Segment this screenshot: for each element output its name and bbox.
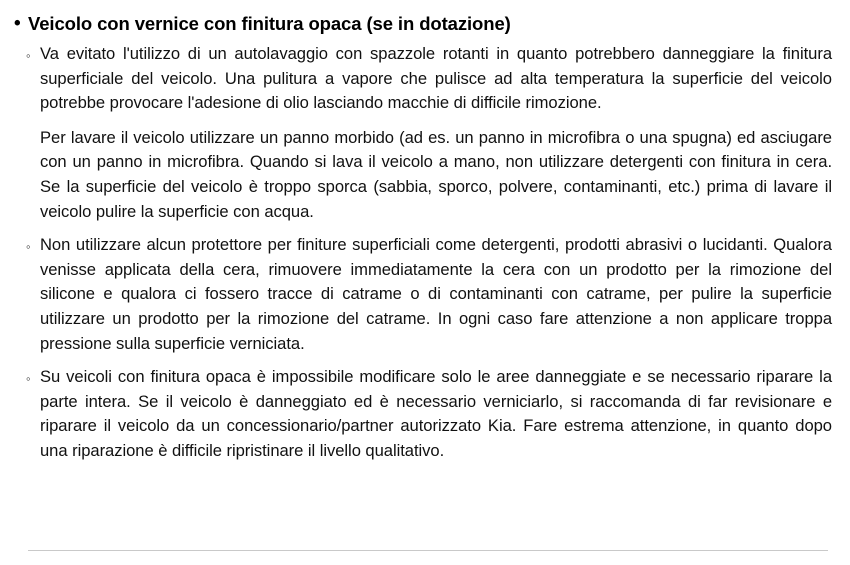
paragraph: Va evitato l'utilizzo di un autolavaggio con spazzole rotanti in quanto potrebbero danneggiare la finitura superficiale del veicolo. Una pulitura a vapore che pulisce ad alta temperatura la superficie del veicolo potrebbe provocare l'adesione di olio lasciando macchie di difficile rimozione. <box>40 44 832 113</box>
paragraph: Non utilizzare alcun protettore per finiture superficiali come detergenti, prodotti abrasivi o lucidanti. Qualora venisse applicata della cera, rimuovere immediatamente la cera con un prodotto per la rimozione del silicone e qualora ci fossero tracce di catrame o di contaminanti con catrame, per pulire la superficie utilizzare un prodotto per la rimozione del catrame. In ogni caso fare attenzione a non applicare troppa pressione sulla superficie verniciata. <box>40 235 832 353</box>
sub-bullet-icon: ◦ <box>26 371 31 387</box>
sub-bullet-icon: ◦ <box>26 239 31 255</box>
paragraph: Per lavare il veicolo utilizzare un panno morbido (ad es. un panno in microfibra o una spugna) ed asciugare con un panno in microfibra. Quando si lava il veicolo a mano, non utilizzare detergenti con finitura in cera. Se la superficie del veicolo è troppo sporca (sabbia, sporco, polvere, contaminanti, etc.) prima di lavare il veicolo pulire la superficie con acqua. <box>40 127 832 221</box>
list-item-body <box>40 42 832 224</box>
list-item <box>14 42 832 224</box>
list-item <box>14 233 832 356</box>
heading-text: Veicolo con vernice con finitura opaca (se in dotazione) <box>28 13 511 34</box>
list-item <box>14 365 832 463</box>
paragraph: Su veicoli con finitura opaca è impossibile modificare solo le aree danneggiate e se necessario riparare la parte intera. Se il veicolo è danneggiato ed è necessario verniciarlo, si raccomanda di far revisionare e riparare il veicolo da un concessionario/partner autorizzato Kia. Fare estrema attenzione, in quanto dopo una riparazione è difficile ripristinare il livello qualitativo. <box>40 367 832 460</box>
heading-bullet-icon: • <box>14 13 21 34</box>
section-heading <box>14 12 832 36</box>
list-item-body <box>40 365 832 463</box>
sub-bullet-icon: ◦ <box>26 48 31 63</box>
list-item-body <box>40 233 832 356</box>
footer-divider <box>28 550 828 551</box>
